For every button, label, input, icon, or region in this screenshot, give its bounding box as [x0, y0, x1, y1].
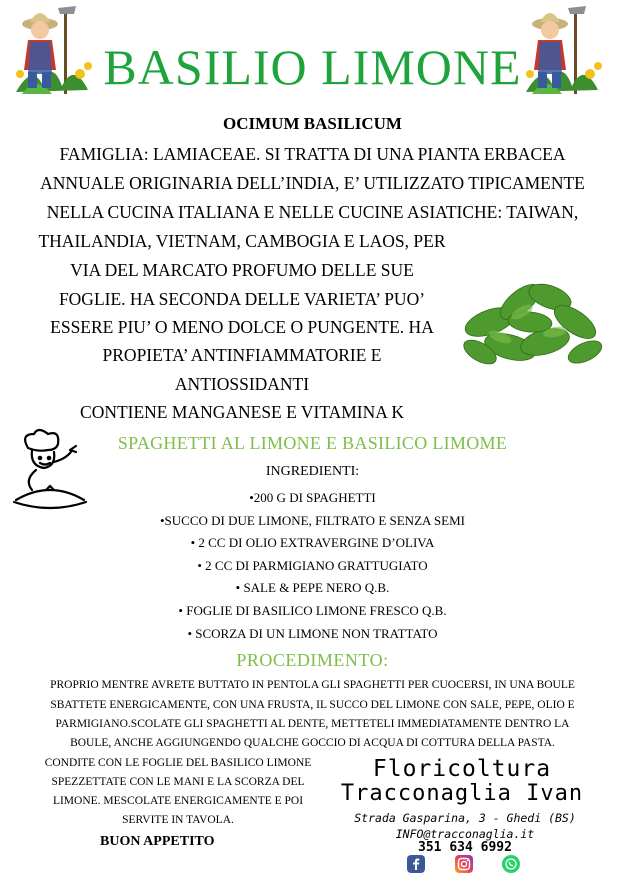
- page-title: BASILIO LIMONE: [103, 39, 522, 95]
- procedure-line: LIMONE. MESCOLATE ENERGICAMENTE E POI: [52, 795, 304, 807]
- ingredient-item: • 2 CC DI PARMIGIANO GRATTUGIATO: [197, 558, 428, 573]
- description-line: ANTIOSSIDANTI: [174, 374, 310, 394]
- shop-name-line2: Tracconaglia Ivan: [340, 781, 584, 806]
- ingredient-item: • SCORZA DI UN LIMONE NON TRATTATO: [187, 626, 438, 641]
- ingredients-heading: INGREDIENTI:: [265, 464, 360, 479]
- description-line: VIA DEL MARCATO PROFUMO DELLE SUE: [70, 260, 414, 280]
- ingredient-item: • FOGLIE DI BASILICO LIMONE FRESCO Q.B.: [178, 603, 447, 618]
- shop-email: INFO@tracconaglia.it: [395, 827, 535, 841]
- shop-name-line1: Floricoltura: [372, 756, 552, 782]
- procedure-line: BOULE, ANCHE AGGIUNGENDO QUALCHE GOCCIO DI ACQUA DI COTTURA DELLA PASTA.: [70, 737, 555, 749]
- procedure-line: SBATTETE ENERGICAMENTE, CON UNA FRUSTA, IL SUCCO DEL LIMONE CON SALE, PEPE, OLIO E: [50, 699, 575, 711]
- facebook-icon[interactable]: [407, 855, 425, 873]
- procedure-line: CONDITE CON LE FOGLIE DEL BASILICO LIMONE: [44, 757, 312, 769]
- description-line: PROPIETA’ ANTINFIAMMATORIE E: [102, 345, 382, 365]
- shop-address: Strada Gasparina, 3 - Ghedi (BS): [354, 811, 576, 825]
- description-line: ESSERE PIU’ O MENO DOLCE O PUNGENTE. HA: [50, 317, 434, 337]
- procedure-title: PROCEDIMENTO:: [236, 650, 389, 670]
- description-line: FOGLIE. HA SECONDA DELLE VARIETA’ PUO’: [58, 289, 426, 309]
- ingredient-item: • SALE & PEPE NERO Q.B.: [235, 580, 390, 595]
- description-line: NELLA CUCINA ITALIANA E NELLE CUCINE ASIATICHE: TAIWAN,: [46, 202, 579, 222]
- description-line: CONTIENE MANGANESE E VITAMINA K: [80, 402, 404, 422]
- description-line: THAILANDIA, VIETNAM, CAMBOGIA E LAOS, PER: [38, 231, 446, 251]
- procedure-line: SPEZZETTATE CON LE MANI E LA SCORZA DEL: [51, 776, 305, 788]
- description-line: FAMIGLIA: LAMIACEAE. SI TRATTA DI UNA PIANTA ERBACEA: [59, 144, 566, 164]
- ingredient-item: •200 G DI SPAGHETTI: [249, 490, 376, 505]
- shop-phone: 351 634 6992: [418, 840, 512, 855]
- ingredient-item: •SUCCO DI DUE LIMONE, FILTRATO E SENZA SEMI: [159, 513, 465, 528]
- procedure-line: PROPRIO MENTRE AVRETE BUTTATO IN PENTOLA GLI SPAGHETTI PER CUOCERSI, IN UNA BOULE: [50, 679, 575, 691]
- procedure-line: PARMIGIANO.SCOLATE GLI SPAGHETTI AL DENTE, METTETELI IMMEDIATAMENTE DENTRO LA: [55, 718, 570, 730]
- scientific-name: OCIMUM BASILICUM: [223, 114, 402, 133]
- description-line: ANNUALE ORIGINARIA DELL’INDIA, E’ UTILIZZATO TIPICAMENTE: [40, 173, 585, 193]
- procedure-line: SERVITE IN TAVOLA.: [122, 814, 234, 826]
- ingredient-item: • 2 CC DI OLIO EXTRAVERGINE D’OLIVA: [190, 535, 435, 550]
- instagram-icon[interactable]: [455, 855, 473, 873]
- whatsapp-icon[interactable]: [502, 855, 520, 873]
- basil-leaves-image: [450, 262, 610, 380]
- closing-text: BUON APPETITO: [100, 834, 215, 849]
- recipe-title: SPAGHETTI AL LIMONE E BASILICO LIMOME: [117, 433, 508, 453]
